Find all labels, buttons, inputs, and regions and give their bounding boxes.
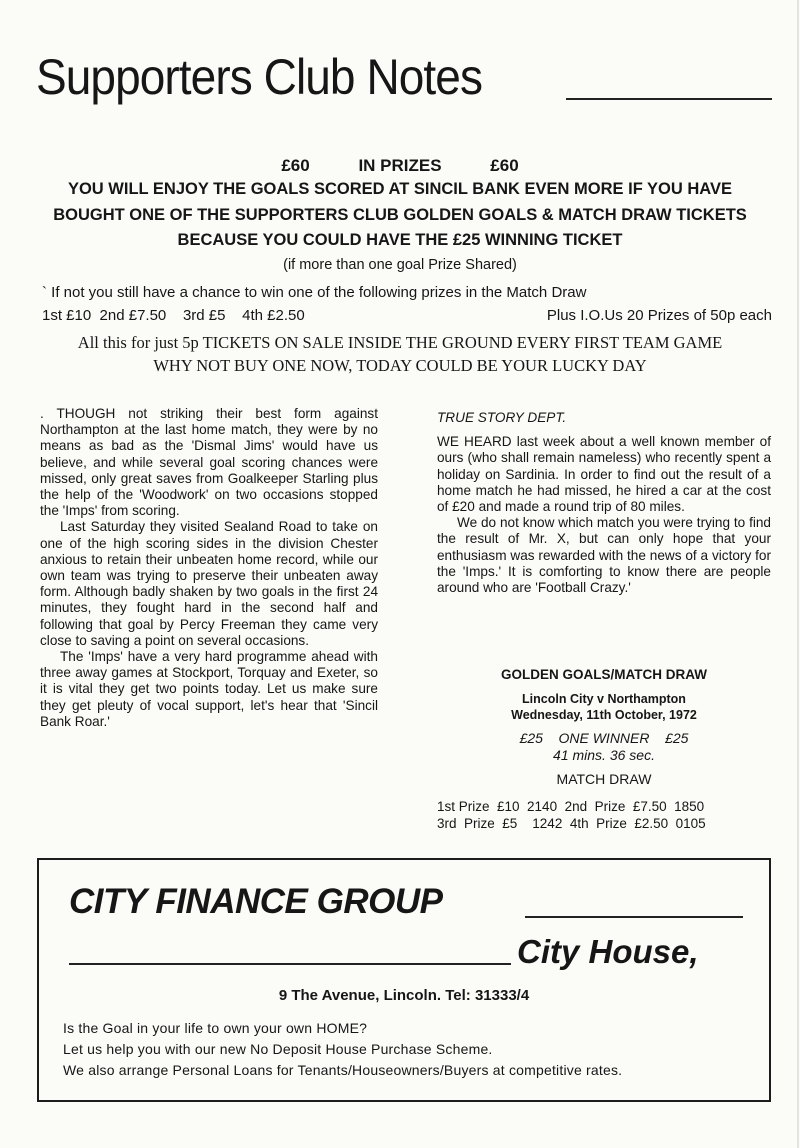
prize-banner-line [0,156,800,176]
golden-goals-section [437,667,771,788]
match-date: Wednesday, 11th October, 1972 [511,708,697,722]
banner-prizes-left: 1st £10 2nd £7.50 3rd £5 4th £2.50 [42,307,305,324]
page-title: Supporters Club Notes [36,49,483,105]
advert-company-name: CITY FINANCE GROUP [69,882,443,921]
city-finance-advert [37,858,771,1102]
page-edge [797,0,799,1148]
prize-amount-right: £60 [490,156,519,175]
title-rule [566,98,772,100]
advert-rule-top [525,916,743,918]
winning-time: 41 mins. 36 sec. [553,747,655,763]
left-paragraph-2: Last Saturday they visited Sealand Road to take on one of the high scoring sides in the division Chester anxious to retain their unbeaten home record, while our own team was trying to preserve their unbeaten away form. Although badly shaken by two goals in the first 24 minutes, they fought hard in the second half and following that goal by Percy Freeman they came very close to saving a point on several occasions. [40,519,378,648]
golden-goals-heading: GOLDEN GOALS/MATCH DRAW [501,667,707,682]
advert-building: City House, [517,933,699,970]
advert-line-3: We also arrange Personal Loans for Tenants/Houseowners/Buyers at competitive rates. [63,1062,623,1078]
banner-line-1: YOU WILL ENJOY THE GOALS SCORED AT SINCIL BANK EVEN MORE IF YOU HAVE [67,180,733,198]
right-paragraph-1: WE HEARD last week about a well known member of ours (who shall remain nameless) who recently spent a holiday on Sardinia. In order to find out the result of a home match he had missed, he hired a car at the cost of £20 and made a round trip of 80 miles. [437,434,771,515]
winner-line: £25 ONE WINNER £25 [519,730,689,746]
match-draw-row-2: 3rd Prize £5 1242 4th Prize £2.50 0105 [437,816,706,831]
advert-rule-bottom [69,963,511,965]
true-story-heading: TRUE STORY DEPT. [437,410,567,425]
banner-line-2: BOUGHT ONE OF THE SUPPORTERS CLUB GOLDEN GOALS & MATCH DRAW TICKETS [53,206,747,224]
match-draw-row-1: 1st Prize £10 2140 2nd Prize £7.50 1850 [437,799,705,814]
advert-line-2: Let us help you with our new No Deposit House Purchase Scheme. [63,1041,493,1057]
right-paragraph-2: We do not know which match you were trying to find the result of Mr. X, but can only hope that your enthusiasm was rewarded with the news of a victory for the 'Imps.' It is comforting to know there are people around who are 'Football Crazy.' [437,515,771,596]
match-name: Lincoln City v Northampton [522,692,686,706]
right-article [437,410,771,596]
banner-line-3: BECAUSE YOU COULD HAVE THE £25 WINNING TICKET [177,231,623,249]
prize-amount-left: £60 [281,156,310,175]
advert-address: 9 The Avenue, Lincoln. Tel: 31333/4 [278,987,530,1004]
prize-label: IN PRIZES [358,156,442,175]
banner-line-8: WHY NOT BUY ONE NOW, TODAY COULD BE YOUR LUCKY DAY [153,356,647,375]
match-draw-heading: MATCH DRAW [556,771,652,787]
banner-line-5: ` If not you still have a chance to win one of the following prizes in the Match Draw [42,284,587,301]
banner-line-4: (if more than one goal Prize Shared) [283,257,517,273]
left-article [40,406,378,730]
banner-line-7: All this for just 5p TICKETS ON SALE INSIDE THE GROUND EVERY FIRST TEAM GAME [77,333,723,352]
left-paragraph-1: . THOUGH not striking their best form against Northampton at the last home match, they were by no means as bad as the 'Dismal Jims' would have us believe, and while several goal scoring chances were missed, only great saves from Goalkeeper Starling plus the help of the 'Woodwork' on two occasions stopped the 'Imps' from scoring. [40,406,378,519]
banner-prizes-right: Plus I.O.Us 20 Prizes of 50p each [546,307,772,324]
left-paragraph-3: The 'Imps' have a very hard programme ahead with three away games at Stockport, Torquay and Exeter, so it is vital they get two points today. Let us make sure they get pleuty of vocal support, let's hear that 'Sincil Bank Roar.' [40,649,378,729]
advert-line-1: Is the Goal in your life to own your own HOME? [63,1020,368,1036]
